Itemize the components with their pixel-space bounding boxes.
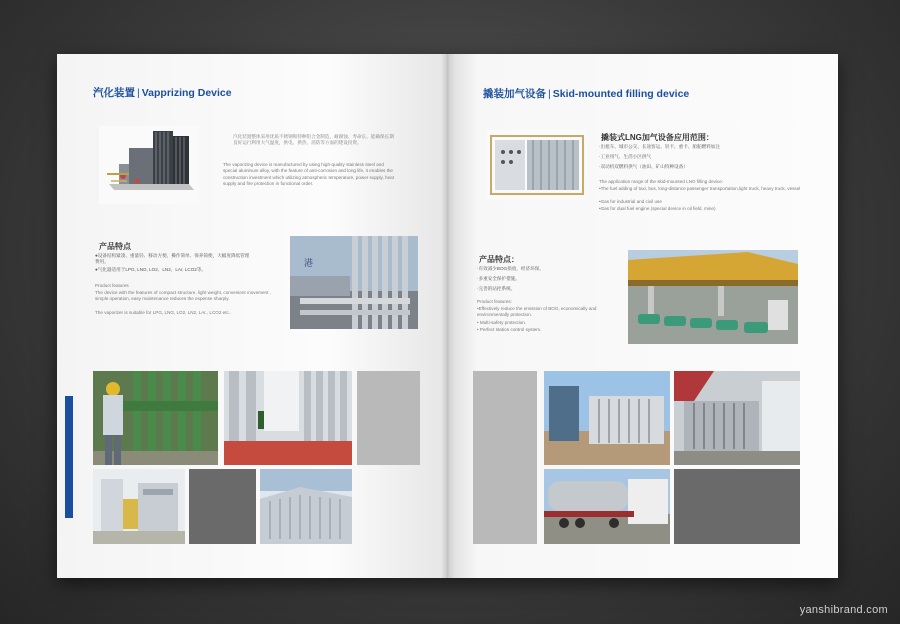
gas-station-photo bbox=[628, 250, 798, 344]
right-app-en-1: •The fuel adding of taxi, bus, long-distance passenger transportation,light truck, heavy truck, vessel bbox=[599, 186, 801, 191]
left-features-en-1: The device with the features of compact structure, light weight, convenient movement , simple operation, easy maintenance reduces the expense sharply. bbox=[95, 290, 271, 302]
book-spine-shadow bbox=[441, 54, 455, 578]
right-page bbox=[447, 54, 838, 578]
right-app-cn-3: ·双动机双燃料供气（油田、矿山特种设备） bbox=[599, 164, 688, 169]
left-page bbox=[57, 54, 447, 578]
pipes-photo bbox=[224, 371, 352, 465]
title-cn: 撬装加气设备 bbox=[483, 88, 546, 100]
left-intro-cn: 汽化装置整体采用优质不锈钢和特种铝合金制造，耐腐蚀、寿命长、能确保长期良好运行利用大气温度，供电、供热、消防等方面的建设投资。 bbox=[233, 134, 394, 146]
left-features-cn-2: ●气化器适用于LPG, LNG, LO2、LN2、LAr, LCO2等。 bbox=[95, 267, 207, 272]
left-page-title bbox=[93, 85, 232, 100]
right-page-title bbox=[483, 86, 689, 101]
right-application-heading: 撬装式LNG加气设备应用范围： bbox=[601, 133, 714, 142]
left-features-heading: 产品特点 bbox=[99, 242, 131, 251]
right-features-cn-2: ·多重安全保护措施。 bbox=[477, 276, 520, 281]
right-app-cn-2: ·工业用气、生活小区供气 bbox=[599, 154, 652, 159]
title-separator: | bbox=[548, 88, 551, 100]
skid-device-photo bbox=[487, 130, 587, 200]
vaporizer-skid-photo bbox=[674, 371, 800, 465]
right-app-en-heading: The application range of the skid-mounted LNG filling device: bbox=[599, 179, 724, 184]
title-cn: 汽化装置 bbox=[93, 87, 135, 99]
left-features-cn-1: ●设备结构紧凑、重量轻、移动方便、操作简单、保养简便，大幅度降低管理费用。 bbox=[95, 253, 250, 265]
tanker-truck-photo bbox=[544, 469, 670, 544]
right-features-cn-3: ·完善的站控系统。 bbox=[477, 286, 516, 291]
right-features-heading: 产品特点： bbox=[479, 255, 519, 264]
svg-text:港: 港 bbox=[304, 259, 314, 269]
right-features-en-1: •Effectively reduce the emission of BOG, economically and environmentally protection. bbox=[477, 306, 597, 318]
dark-gray-block bbox=[674, 469, 800, 544]
vaporizer-photo bbox=[99, 126, 199, 204]
dark-gray-block bbox=[189, 469, 256, 544]
vaporizer-station-photo bbox=[290, 236, 418, 329]
light-gray-block bbox=[357, 371, 420, 465]
title-separator: | bbox=[137, 87, 140, 99]
left-features-en-2: The vaporizer is suitable for LPG, LNG, LO2, LN2, LAr., LCO2 etc.. bbox=[95, 310, 232, 315]
skid-unit-photo bbox=[544, 371, 670, 465]
brochure-spread bbox=[57, 54, 838, 578]
left-features-en-heading: Product features bbox=[95, 283, 129, 288]
title-en: Vapprizing Device bbox=[141, 87, 232, 99]
title-en: Skid-mounted filling device bbox=[552, 88, 690, 100]
right-app-en-2: •Gas for industrial and civil use bbox=[599, 199, 662, 204]
right-features-en-2: • Multi-safety protection. bbox=[477, 320, 527, 325]
right-features-cn-1: ·有效减少BOG损放，经济环保。 bbox=[477, 266, 544, 271]
tank-skid-photo bbox=[93, 469, 185, 544]
right-features-en-3: • Perfect station control system. bbox=[477, 327, 542, 332]
accent-bar bbox=[65, 396, 73, 518]
watermark: yanshibrand.com bbox=[799, 604, 888, 616]
right-features-en-heading: Product features: bbox=[477, 299, 512, 304]
right-app-cn-1: ·出租车、城市公交、长途客运、轻卡、重卡、船舶燃料加注 bbox=[599, 144, 720, 149]
light-gray-block bbox=[473, 371, 537, 544]
vaporizer-array-photo bbox=[260, 469, 352, 544]
left-intro-en: The vaporizing device is manufactured by using high-quality stainless steel and special aluminum alloy, with the feature of anti-corrosion and long life, it enables the construction investment which utilizing atmospheric temperature, power supply, heat supply and fire protection in functional order. bbox=[223, 162, 394, 187]
right-app-en-3: •Gas for dual fuel engine (special device in oil field, mine) bbox=[599, 206, 716, 211]
worker-photo bbox=[93, 371, 218, 465]
